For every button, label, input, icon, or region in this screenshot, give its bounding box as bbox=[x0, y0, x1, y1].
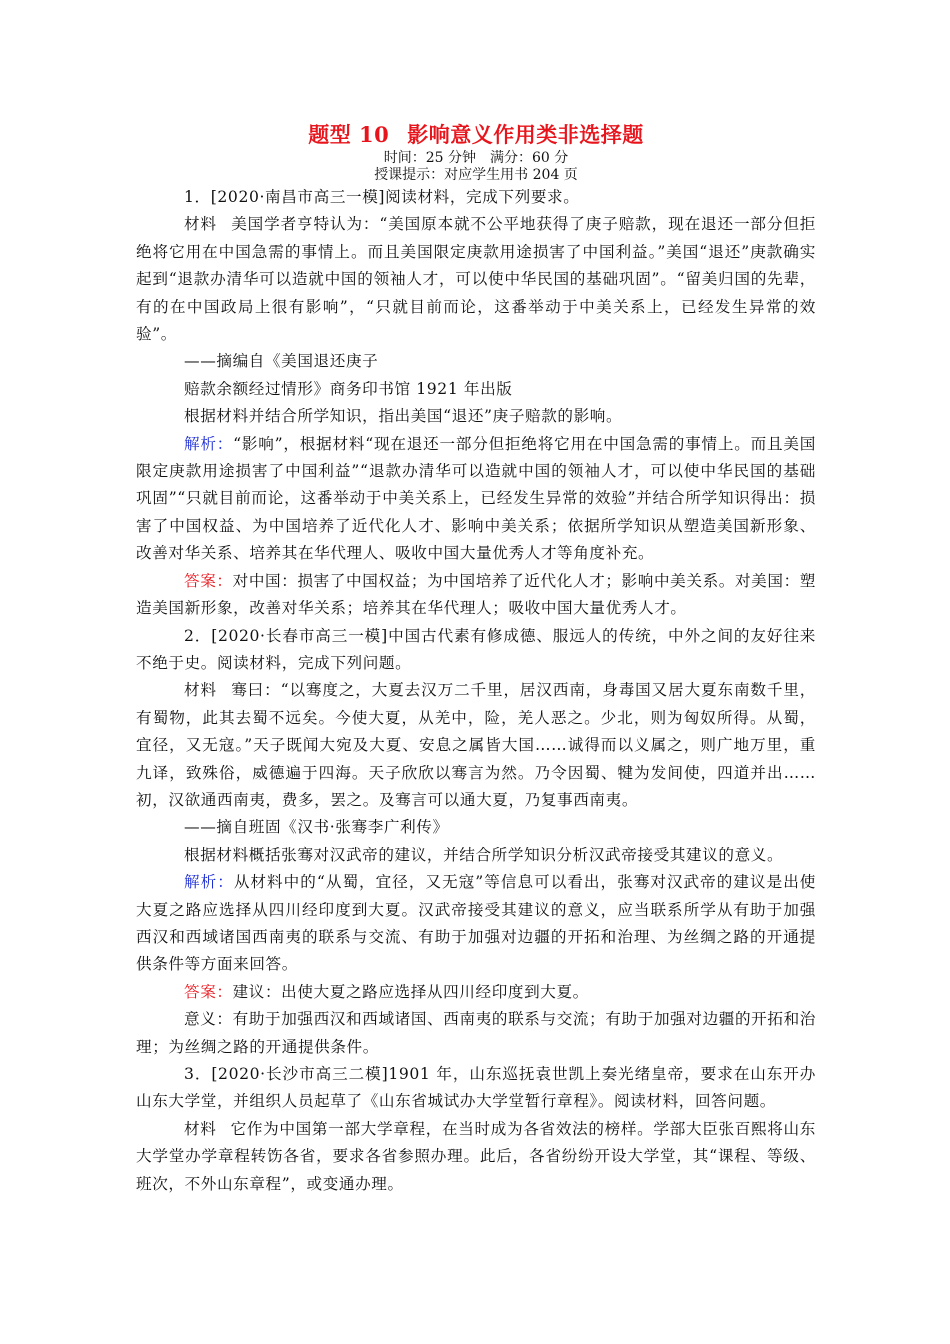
q1-material-text: 美国学者亨特认为：“美国原本就不公平地获得了庚子赔款，现在退还一部分但拒绝将它用在中国急需的事情上。而且美国限定庚款用途损害了中国利益。”美国“退还”庚款确实起到“退款办清华可以造就中国的领袖人才，可以使中华民国的基础巩固”。“留美归国的先辈，有的在中国政局上很有影响”，“只就目前而论，这番举动于中美关系上，已经发生异常的效验”。 bbox=[136, 215, 817, 344]
q2-analysis bbox=[136, 869, 816, 979]
q2-material-label: 材料 bbox=[184, 681, 217, 700]
q1-answer bbox=[136, 568, 816, 623]
document-page bbox=[136, 120, 816, 1198]
q1-answer-text: 对中国：损害了中国权益；为中国培养了近代化人才；影响中美关系。对美国：塑造美国新形象，改善对华关系；培养其在华代理人；吸收中国大量优秀人才。 bbox=[136, 571, 816, 618]
q2-answer bbox=[136, 979, 816, 1006]
q2-analysis-label: 解析： bbox=[184, 873, 234, 892]
q1-analysis-label: 解析： bbox=[184, 434, 234, 453]
q1-analysis bbox=[136, 431, 816, 568]
q2-answer-text: 建议：出使大夏之路应选择从四川经印度到大夏。 bbox=[232, 982, 589, 1001]
q1-answer-label: 答案： bbox=[184, 571, 233, 590]
q1-material bbox=[136, 211, 816, 348]
title-type-number: 题型 10 bbox=[308, 122, 390, 147]
time-score-line: 时间：25 分钟 满分：60 分 bbox=[383, 150, 569, 166]
q2-material-text: 骞曰：“以骞度之，大夏去汉万二千里，居汉西南，身毒国又居大夏东南数千里，有蜀物，此其去蜀不远矣。今使大夏，从羌中，险，羌人恶之。少北，则为匈奴所得。从蜀，宜径，又无寇。”天子既闻大宛及大夏、安息之属皆大国……诚得而以义属之，则广地万里，重九译，致殊俗，威德遍于四海。天子欣欣以骞言为然。乃令因蜀、犍为发间使，四道并出……初，汉欲通西南夷，费多，罢之。及骞言可以通大夏，乃复事西南夷。 bbox=[136, 681, 817, 809]
q1-source-line-1: ——摘编自《美国退还庚子 bbox=[184, 352, 379, 371]
q1-analysis-text: “影响”，根据材料“现在退还一部分但拒绝将它用在中国急需的事情上。而且美国限定庚款用途损害了中国利益”“退款办清华可以造就中国的领袖人才，可以使中华民国的基础巩固”“只就目前而论，这番举动于中美关系上，已经发生异常的效验”并结合所学知识得出：损害了中国权益、为中国培养了近代化人才、影响中美关系；依据所学知识从塑造美国新形象、改善对华关系、培养其在华代理人、吸收中国大量优秀人才等角度补充。 bbox=[136, 434, 816, 563]
q1-question: 根据材料并结合所学知识，指出美国“退还”庚子赔款的影响。 bbox=[184, 407, 623, 426]
q3-material bbox=[136, 1116, 816, 1198]
q2-answer-label: 答案： bbox=[184, 982, 233, 1001]
q2-question: 根据材料概括张骞对汉武帝的建议，并结合所学知识分析汉武帝接受其建议的意义。 bbox=[184, 845, 784, 864]
q3-material-label: 材料 bbox=[184, 1119, 217, 1138]
q3-material-text: 它作为中国第一部大学章程，在当时成为各省效法的榜样。学部大臣张百熙将山东大学堂办学章程转饬各省，要求各省参照办理。此后，各省纷纷开设大学堂，其“课程、等级、班次，不外山东章程”，或变通办理。 bbox=[136, 1119, 816, 1193]
q1-stem: 1．[2020·南昌市高三一模]阅读材料，完成下列要求。 bbox=[184, 188, 580, 206]
q2-answer-significance: 意义：有助于加强西汉和西域诸国、西南夷的联系与交流；有助于加强对边疆的开拓和治理；为丝绸之路的开通提供条件。 bbox=[136, 1010, 816, 1056]
q3-stem: 3．[2020·长沙市高三二模]1901 年，山东巡抚袁世凯上奏光绪皇帝，要求在山东开办山东大学堂，并组织人员起草了《山东省城试办大学堂暂行章程》。阅读材料，回答问题。 bbox=[136, 1065, 816, 1111]
q1-source-line-2: 赔款余额经过情形》商务印书馆 1921 年出版 bbox=[184, 379, 513, 398]
page-title bbox=[136, 120, 816, 150]
title-topic: 影响意义作用类非选择题 bbox=[407, 122, 644, 147]
q2-source: ——摘自班固《汉书·张骞李广利传》 bbox=[184, 818, 449, 837]
q2-analysis-text: 从材料中的“从蜀，宜径，又无寇”等信息可以看出，张骞对汉武帝的建议是出使大夏之路应选择从四川经印度到大夏。汉武帝接受其建议的意义，应当联系所学从有助于加强西汉和西域诸国西南夷的联系与交流、有助于加强对边疆的开拓和治理、为丝绸之路的开通提供条件等方面来回答。 bbox=[136, 873, 816, 974]
q2-stem: 2．[2020·长春市高三一模]中国古代素有修成德、服远人的传统，中外之间的友好往来不绝于史。阅读材料，完成下列问题。 bbox=[136, 626, 816, 672]
q2-material bbox=[136, 677, 816, 814]
teaching-hint-line: 授课提示：对应学生用书 204 页 bbox=[374, 167, 578, 183]
q1-material-label: 材料 bbox=[184, 215, 217, 234]
